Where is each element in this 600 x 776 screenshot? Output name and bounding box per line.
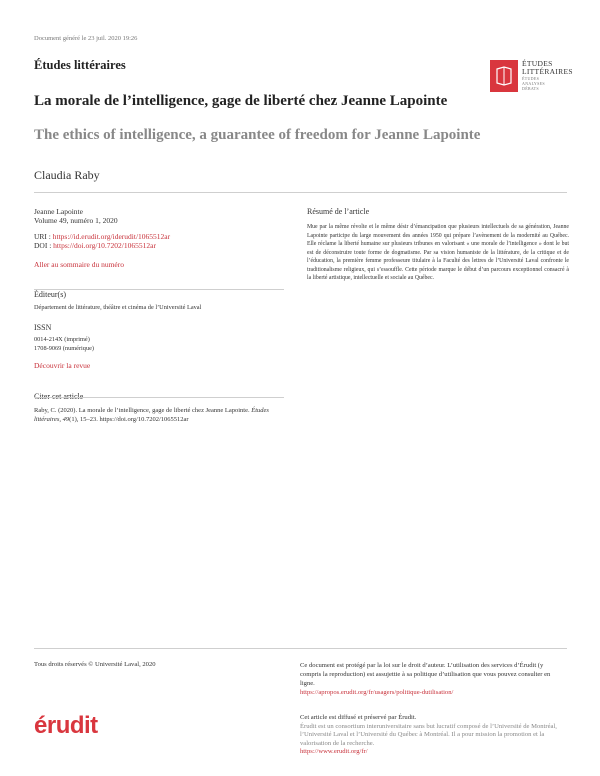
abstract-label: Résumé de l’article	[307, 207, 370, 216]
logo-line-3: ÉTUDES	[522, 76, 540, 81]
logo-line-2: LITTÉRAIRES	[522, 67, 573, 76]
issue-title: Jeanne Lapointe	[34, 207, 83, 216]
uri-label: URI :	[34, 232, 53, 241]
erudit-logo: érudit	[34, 712, 98, 739]
doi-link[interactable]: https://doi.org/10.7202/1065512ar	[53, 241, 156, 250]
publisher-name: Département de littérature, théâtre et cinéma de l’Université Laval	[34, 304, 202, 311]
erudit-info	[300, 714, 562, 757]
logo-line-5: DÉBATS	[522, 86, 539, 91]
book-icon	[495, 66, 513, 86]
generation-date: Document généré le 23 juil. 2020 19:26	[34, 35, 138, 42]
abstract-section	[307, 207, 569, 283]
erudit-description: Érudit est un consortium interuniversitaire sans but lucratif composé de l’Université de Montréal, l’Université Laval et l’Université du Québec à Montréal. Il a pour mission la promotion et la valorisation de la recherche.	[300, 722, 557, 747]
erudit-link[interactable]: https://www.erudit.org/fr/	[300, 748, 368, 756]
erudit-heading: Cet article est diffusé et préservé par Érudit.	[300, 714, 417, 721]
divider	[34, 397, 284, 398]
issue-volume: Volume 49, numéro 1, 2020	[34, 216, 118, 225]
uri-line	[34, 232, 284, 241]
rights-notice: Tous droits réservés © Université Laval, 2020	[34, 661, 156, 668]
abstract-text: Mue par la même révolte et le même désir d’émancipation que plusieurs intellectuels de sa génération, Jeanne Lapointe participe du large mouvement des années 1950 qui prépare l’avènement de la modernité au Québec. Elle réclame la liberté humaine sur plusieurs tribunes en valorisant « une morale de l’intelligence » dont le but est de déconstruire toute forme de dogmatisme. Par sa vision humaniste de la littérature, de la critique et de l’éducation, la première femme professeure titulaire à la Faculté des lettres de l’Université Laval confronte le traditionalisme religieux, qui s’essouffle. Cette période marque le début d’un parcours exceptionnel consacré à la liberté artistique, intellectuelle et sociale au Québec.	[307, 224, 569, 281]
citation-end: (1), 15–23. https://doi.org/10.7202/1065512ar	[69, 416, 189, 423]
copyright-text: Ce document est protégé par la loi sur le droit d’auteur. L’utilisation des services d’Érudit (y compris la reproduction) est assujettie à sa politique d’utilisation que vous pouvez consulter en ligne.	[300, 662, 551, 687]
article-title-fr: La morale de l’intelligence, gage de liberté chez Jeanne Lapointe	[34, 93, 448, 109]
article-metadata	[34, 207, 284, 424]
discover-journal-link[interactable]: Découvrir la revue	[34, 361, 91, 370]
citation-volume: , 49	[59, 416, 70, 423]
logo-mark	[490, 60, 518, 92]
logo-line-1: ÉTUDES	[522, 59, 553, 68]
article-title-en: The ethics of intelligence, a guarantee of freedom for Jeanne Lapointe	[34, 127, 481, 143]
divider	[34, 289, 284, 290]
doi-label: DOI :	[34, 241, 54, 250]
policy-link[interactable]: https://apropos.erudit.org/fr/usagers/politique-dutilisation/	[300, 689, 454, 696]
citation-text	[34, 406, 284, 424]
citation-start: Raby, C. (2020). La morale de l’intelligence, gage de liberté chez Jeanne Lapointe.	[34, 407, 252, 414]
uri-link[interactable]: https://id.erudit.org/iderudit/1065512ar	[52, 232, 171, 241]
journal-logo	[490, 59, 573, 96]
publisher-label: Éditeur(s)	[34, 290, 66, 299]
citation-journal: Études littéraires	[34, 407, 269, 423]
issn-print: 0014-214X (imprimé)	[34, 336, 90, 343]
article-author: Claudia Raby	[34, 168, 100, 182]
header-divider	[34, 192, 567, 193]
footer-divider	[34, 648, 567, 649]
issn-label: ISSN	[34, 323, 52, 332]
doi-line	[34, 241, 284, 250]
logo-line-4: ANALYSES	[522, 81, 545, 86]
toc-link[interactable]: Aller au sommaire du numéro	[34, 260, 124, 269]
journal-name: Études littéraires	[34, 58, 126, 72]
issn-digital: 1708-9069 (numérique)	[34, 344, 94, 352]
copyright-notice	[300, 661, 562, 697]
